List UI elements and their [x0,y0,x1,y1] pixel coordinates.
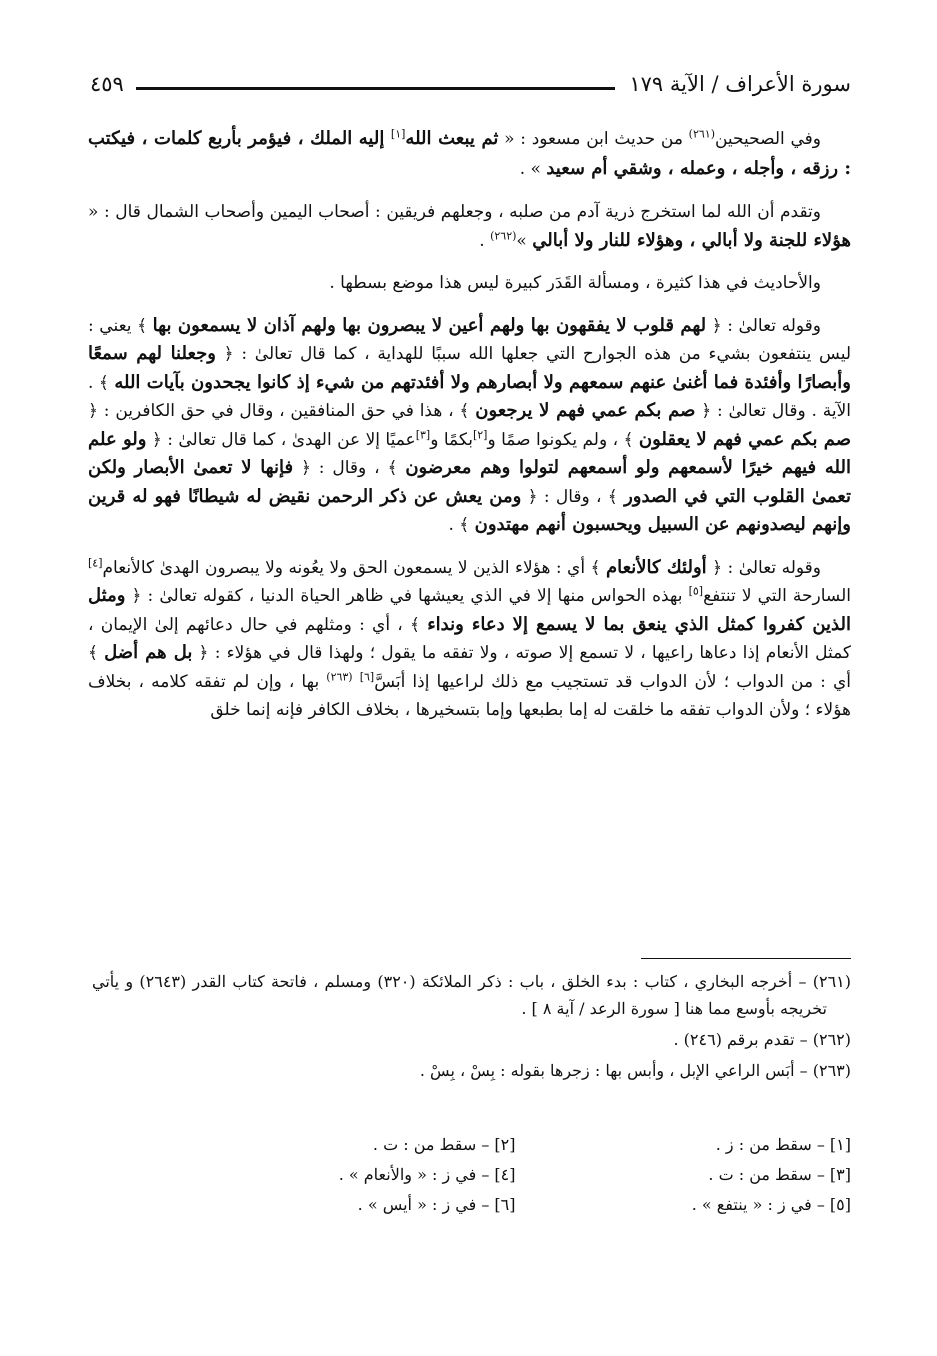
footnote-separator [641,958,851,959]
note-marker: [١] [390,127,406,141]
paragraph [88,124,851,184]
note-marker: [٣] [415,427,431,441]
text-run: وتقدم أن الله لما استخرج ذرية آدم من صلبه ، وجعلهم فريقين : أصحاب اليمين وأصحاب الشمال قال : « [88,202,821,222]
quoted-text: بل هم أضل [104,642,193,663]
text-run: بهذه الحواس منها إلا في الذي يعيشها في ظاهر الحياة الدنيا ، كقوله تعالىٰ : ﴿ [125,586,689,606]
text-run: . [479,230,491,251]
text-run: ﴾ . [448,515,475,535]
text-run: ﴾ ، وقال : ﴿ [293,458,406,478]
variant-note: [٥] – في ز : « ينتفع » . [691,1195,851,1214]
text-run: السارحة التي لا تنتفع [703,586,851,606]
paragraph [88,554,851,725]
text-run: ﴾ أي : من الدواب ؛ لأن الدواب قد تستجيب مع ذلك لراعيها إذا أبَسَّ [88,643,852,692]
note-marker: [٤] [88,555,103,569]
paragraph [88,269,851,298]
quoted-text: صم بكم عمي فهم لا يعقلون [638,428,851,450]
quoted-text: أولئك كالأنعام [605,556,707,578]
text-run: ﴾ ، أي : ومثلهم في حال دعائهم إلىٰ الإيمان ، كمثل الأنعام إذا دعاها راعيها ، لا تسمع إلا صوته ، ولا تفقه ما يقول ؛ ولهذا قال في هؤلاء : ﴿ [88,614,851,663]
quoted-text: ثم يبعث الله [405,128,499,149]
note-marker: [٥] [688,584,704,598]
quoted-text: ومن يعش عن ذكر الرحمن نقيض له شيطانًا فهو له قرين وإنهم ليصدونهم عن السبيل ويحسبون أنهم مهتدون [88,485,851,535]
text-run: » [516,230,533,251]
footnotes [92,968,851,1088]
text-run: ﴾ ، وقال : ﴿ [521,486,625,507]
quoted-text: هؤلاء للجنة ولا أبالي ، وهؤلاء للنار ولا أبالي [532,229,851,251]
text-run: وفي الصحيحين [714,129,821,149]
text-run: » . [519,159,547,179]
paragraph [88,312,851,540]
text-run: بكمًا و [430,429,473,450]
quoted-text: صم بكم عمي فهم لا يرجعون [475,400,696,421]
manuscript-variants [200,1132,851,1218]
text-run [353,672,360,692]
quoted-text: فإنها لا تعمىٰ الأبصار ولكن تعمىٰ القلوب التي في الصدور [88,457,852,507]
note-marker: [٦] [359,669,375,683]
text-run: وقوله تعالىٰ : ﴿ [706,557,822,578]
note-marker: (٢٦٢) [490,228,517,242]
text-run: بها ، وإن لم تفقه كلامه ، بخلاف هؤلاء ؛ ولأن الدواب تفقه ما خلقت له إما بطبعها وإما بتسخيرها ، بخلاف الكافر فإنه إنما خلق [88,671,851,720]
paragraph [88,198,851,255]
text-run: ﴾ ، ولم يكونوا صمًا و [487,429,639,450]
note-marker: [٢] [472,427,488,441]
header-rule [136,87,616,90]
footnote: (٢٦١) – أخرجه البخاري ، كتاب : بدء الخلق ، باب : ذكر الملائكة (٣٢٠) ومسلم ، فاتحة كتاب القدر (٢٦٤٣) و يأتي تخريجه بأوسع مما هنا [ سورة الرعد / آية ٨ ] . [92,972,851,1018]
quoted-text: ومثل الذين كفروا كمثل الذي ينعق بما لا يسمع إلا دعاء ونداء [88,585,851,635]
variant-note: [٣] – سقط من : ت . [708,1165,851,1184]
note-marker: (٢٦١) [688,127,715,141]
text-run: ﴾ أي : هؤلاء الذين لا يسمعون الحق ولا يعُونه ولا يبصرون الهدىٰ كالأنعام [102,557,606,578]
surah-heading: سورة الأعراف / الآية ١٧٩ [629,72,851,96]
variant-note: [٤] – في ز : « والأنعام » . [338,1165,516,1184]
text-run: ﴾ يعني : ليس ينتفعون بشيء من هذه الجوارح التي جعلها الله سببًا للهداية ، كما قال تعالىٰ : ﴿ [88,315,851,364]
text-run: وقوله تعالىٰ : ﴿ [706,315,821,336]
page-number: ٤٥٩ [90,72,124,96]
quoted-text: ولو علم الله فيهم خيرًا لأسمعهم ولو أسمعهم لتولوا وهم معرضون [88,428,851,478]
text-run: ﴾ ، هذا في حق المنافقين ، وقال في حق الكافرين : ﴿ [88,401,476,421]
text-run: عميًا إلا عن الهدىٰ ، كما قال تعالىٰ : ﴿ [146,429,416,450]
variant-note: [٦] – في ز : « أيس » . [357,1195,516,1214]
text-run: من حديث ابن مسعود : « [498,129,689,149]
text-run: والأحاديث في هذا كثيرة ، ومسألة القَدَر كبيرة ليس هذا موضع بسطها . [329,273,821,293]
note-marker: (٢٦٣) [326,669,353,683]
quoted-text: وجعلنا لهم سمعًا وأبصارًا وأفئدة فما أغنىٰ عنهم سمعهم ولا أبصارهم ولا أفئدتهم من شيء إذ كانوا يجحدون بآيات الله [88,343,851,393]
main-text [88,124,851,739]
text-run: ﴾ . الآية . وقال تعالىٰ : ﴿ [88,372,851,421]
footnote: (٢٦٣) – أبَس الراعي الإبل ، وأبس بها : زجرها بقوله : بِسْ ، بِسْ . [419,1061,851,1080]
running-header [90,64,851,104]
quoted-text: لهم قلوب لا يفقهون بها ولهم أعين لا يبصرون بها ولهم آذان لا يسمعون بها [152,314,707,336]
quoted-text: إليه الملك ، فيؤمر بأربع كلمات ، فيكتب : رزقه ، وأجله ، وعمله ، وشقي أم سعيد [88,128,851,179]
variant-note: [٢] – سقط من : ت . [372,1135,516,1154]
variant-note: [١] – سقط من : ز . [715,1135,851,1154]
footnote: (٢٦٢) – تقدم برقم (٢٤٦) . [673,1030,851,1049]
